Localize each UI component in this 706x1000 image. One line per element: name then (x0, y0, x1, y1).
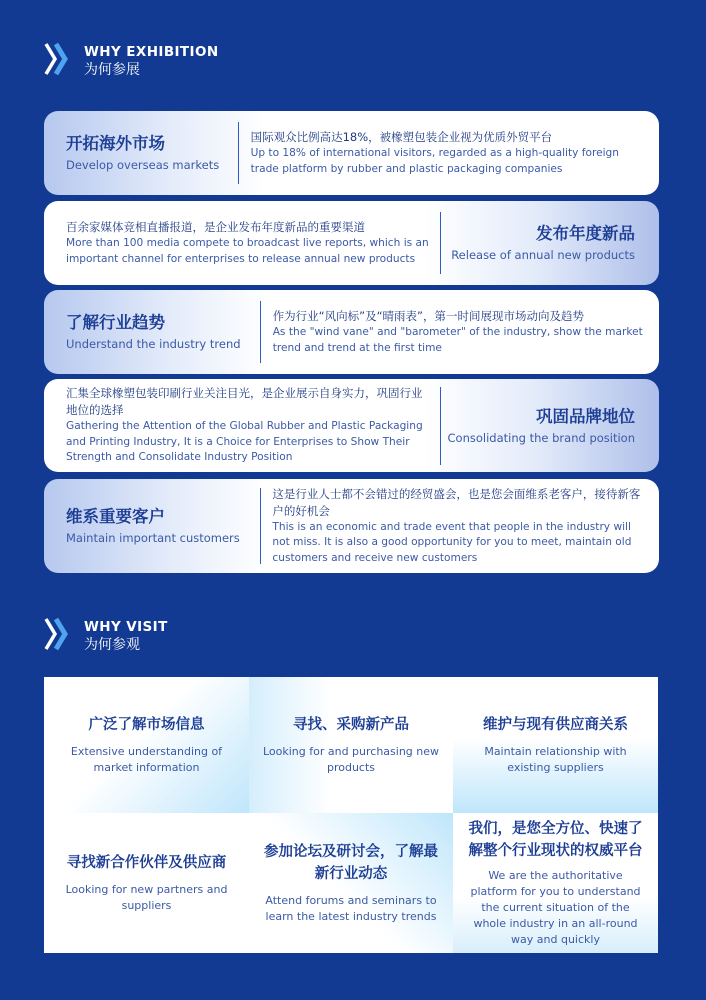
visit-grid (44, 677, 658, 953)
card-desc-en: More than 100 media compete to broadcast live reports, which is an important channel for enterprises to release annual new products (66, 237, 429, 265)
card-title-en: Consolidating the brand position (447, 430, 635, 445)
card-title-en: Develop overseas markets (66, 158, 220, 172)
section-title-zh: 为何参观 (84, 637, 140, 653)
double-chevron-icon (44, 617, 74, 651)
visit-cell-title: 广泛了解市场信息 (88, 717, 205, 733)
visit-cell (453, 813, 658, 953)
exhibition-card (44, 290, 659, 374)
card-desc-en: Up to 18% of international visitors, regarded as a high-quality foreign trade platform by rubber and plastic packaging companies (250, 147, 619, 175)
section-title-zh: 为何参展 (84, 62, 140, 78)
card-desc-en: As the "wind vane" and "barometer" of the industry, show the market trend and trend at the first time (272, 326, 643, 354)
double-chevron-icon (44, 42, 74, 76)
section-header-visit (44, 619, 168, 654)
section-title-en: WHY VISIT (84, 619, 168, 635)
card-title-en: Maintain important customers (66, 531, 240, 545)
visit-cell (453, 677, 658, 813)
exhibition-card (44, 379, 659, 472)
visit-cell-desc: We are the authoritative platform for you to understand the current situation of the whole industry in an all-round way and quickly (470, 869, 641, 946)
visit-cell-title: 寻找新合作伙伴及供应商 (66, 855, 227, 871)
card-desc-zh: 国际观众比例高达18%，被橡塑包装企业视为优质外贸平台 (250, 130, 553, 144)
card-title-zh: 发布年度新品 (536, 224, 635, 243)
card-desc-en: Gathering the Attention of the Global Rubber and Plastic Packaging and Printing Industry, It is a Choice for Enterprises to Show Their Strength and Consolidate Industry Position (66, 420, 423, 464)
section-header-exhibition (44, 44, 219, 79)
card-title-zh: 维系重要客户 (66, 507, 165, 526)
visit-cell-title: 维护与现有供应商关系 (483, 717, 628, 733)
visit-cell-desc: Attend forums and seminars to learn the latest industry trends (265, 894, 437, 923)
exhibition-card (44, 201, 659, 285)
visit-cell (44, 813, 249, 953)
card-title-en: Release of annual new products (451, 248, 635, 262)
card-title-zh: 巩固品牌地位 (536, 406, 635, 426)
visit-cell-desc: Maintain relationship with existing suppliers (484, 745, 627, 774)
exhibition-card (44, 479, 659, 573)
visit-cell-desc: Extensive understanding of market information (70, 745, 223, 774)
visit-cell-desc: Looking for new partners and suppliers (65, 883, 228, 912)
card-desc-zh: 这是行业人士都不会错过的经贸盛会，也是您会面维系老客户，接待新客户的好机会 (272, 486, 641, 518)
visit-cell-title: 参加论坛及研讨会，了解最新行业动态 (264, 844, 438, 882)
card-desc-en: This is an economic and trade event that people in the industry will not miss. It is also a good opportunity for you to meet, maintain old customers and receive new customers (272, 520, 632, 564)
visit-cell-title: 我们，是您全方位、快速了解整个行业现状的权威平台 (468, 821, 643, 859)
card-title-zh: 开拓海外市场 (66, 134, 165, 153)
card-desc-zh: 作为行业“风向标”及“晴雨表”，第一时间展现市场动向及趋势 (272, 309, 585, 323)
visit-cell-title: 寻找、采购新产品 (293, 717, 409, 733)
visit-cell-desc: Looking for and purchasing new products (262, 745, 440, 774)
visit-cell (249, 677, 453, 813)
card-desc-zh: 百余家媒体竞相直播报道，是企业发布年度新品的重要渠道 (66, 220, 365, 234)
card-title-zh: 了解行业趋势 (66, 313, 165, 332)
visit-cell (249, 813, 453, 953)
section-title-en: WHY EXHIBITION (84, 44, 219, 60)
visit-cell (44, 677, 249, 813)
card-desc-zh: 汇集全球橡塑包装印刷行业关注目光，是企业展示自身实力，巩固行业地位的选择 (66, 386, 423, 418)
exhibition-card (44, 111, 659, 195)
card-title-en: Understand the industry trend (66, 337, 241, 351)
